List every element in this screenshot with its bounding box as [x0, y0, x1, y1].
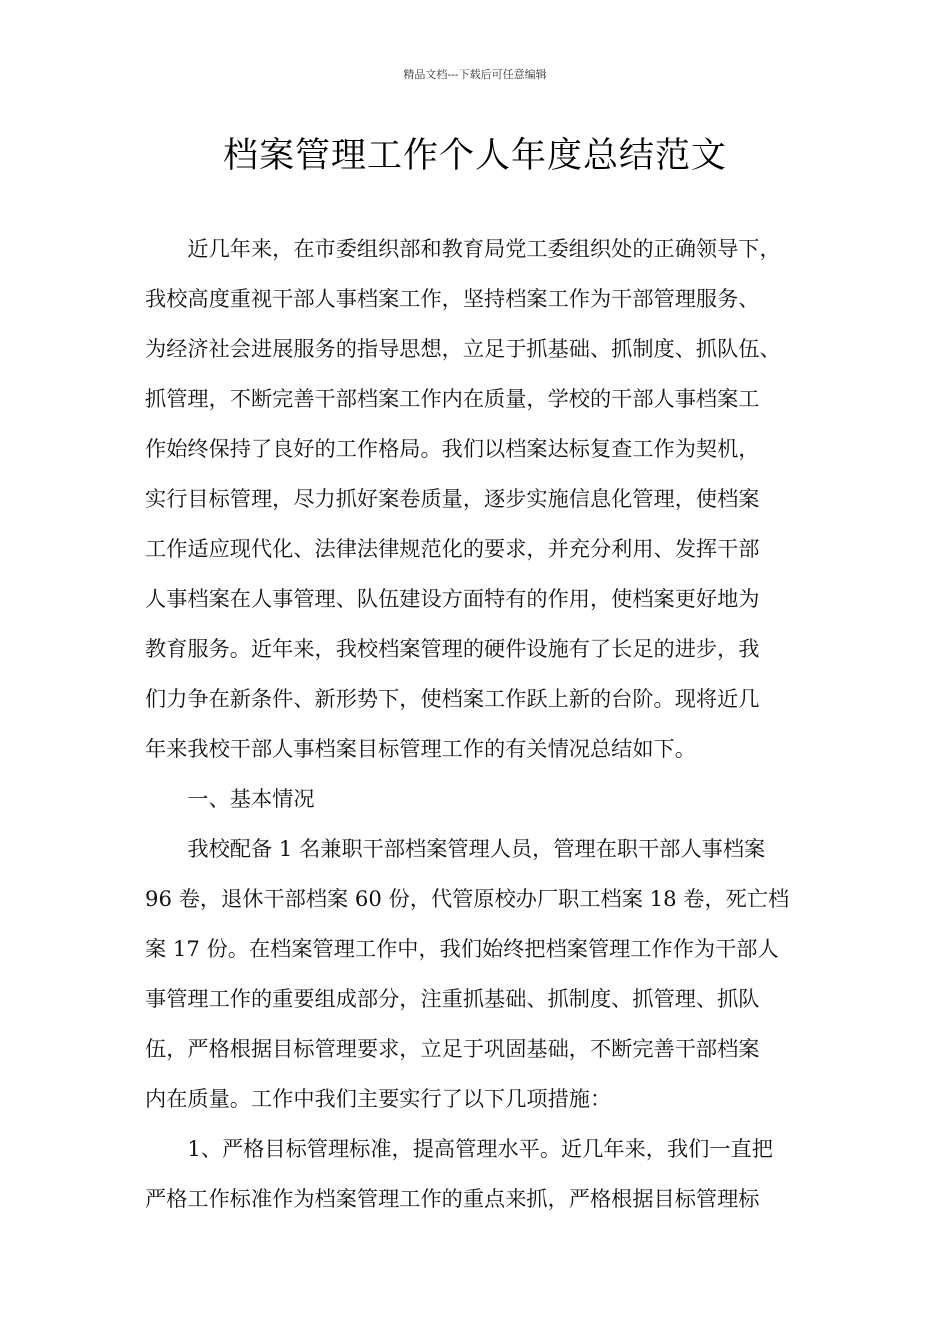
- body-line: 96 卷，退休干部档案 60 份，代管原校办厂职工档案 18 卷，死亡档: [145, 886, 790, 911]
- body-line: 工作适应现代化、法律法律规范化的要求，并充分利用、发挥干部: [145, 536, 760, 561]
- body-line: 们力争在新条件、新形势下，使档案工作跃上新的台阶。现将近几: [145, 686, 760, 711]
- body-line: 内在质量。工作中我们主要实行了以下几项措施：: [145, 1086, 612, 1111]
- body-line: 严格工作标准作为档案管理工作的重点来抓，严格根据目标管理标: [145, 1186, 760, 1211]
- body-line: 伍，严格根据目标管理要求，立足于巩固基础，不断完善干部档案: [145, 1036, 760, 1061]
- body-line: 为经济社会进展服务的指导思想，立足于抓基础、抓制度、抓队伍、: [145, 336, 781, 361]
- body-line: 我校配备 1 名兼职干部档案管理人员，管理在职干部人事档案: [145, 836, 766, 861]
- document-title: 档案管理工作个人年度总结范文: [222, 136, 727, 176]
- body-line: 事管理工作的重要组成部分，注重抓基础、抓制度、抓管理、抓队: [145, 986, 760, 1011]
- body-line: 作始终保持了良好的工作格局。我们以档案达标复查工作为契机，: [145, 436, 760, 461]
- section-heading: 一、基本情况: [145, 786, 315, 811]
- body-line: 年来我校干部人事档案目标管理工作的有关情况总结如下。: [145, 736, 696, 761]
- body-line: 教育服务。近年来，我校档案管理的硬件设施有了长足的进步，我: [145, 636, 760, 661]
- body-line: 案 17 份。在档案管理工作中，我们始终把档案管理工作作为干部人: [145, 936, 779, 961]
- body-line: 近几年来，在市委组织部和教育局党工委组织处的正确领导下，: [145, 236, 781, 261]
- page-header: 精品文档---下载后可任意编辑: [403, 68, 547, 81]
- body-line: 1、严格目标管理标准，提高管理水平。近几年来，我们一直把: [145, 1136, 773, 1161]
- body-line: 抓管理，不断完善干部档案工作内在质量，学校的干部人事档案工: [145, 386, 760, 411]
- body-line: 我校高度重视干部人事档案工作，坚持档案工作为干部管理服务、: [145, 286, 760, 311]
- body-line: 实行目标管理，尽力抓好案卷质量，逐步实施信息化管理，使档案: [145, 486, 760, 511]
- body-line: 人事档案在人事管理、队伍建设方面特有的作用，使档案更好地为: [145, 586, 760, 611]
